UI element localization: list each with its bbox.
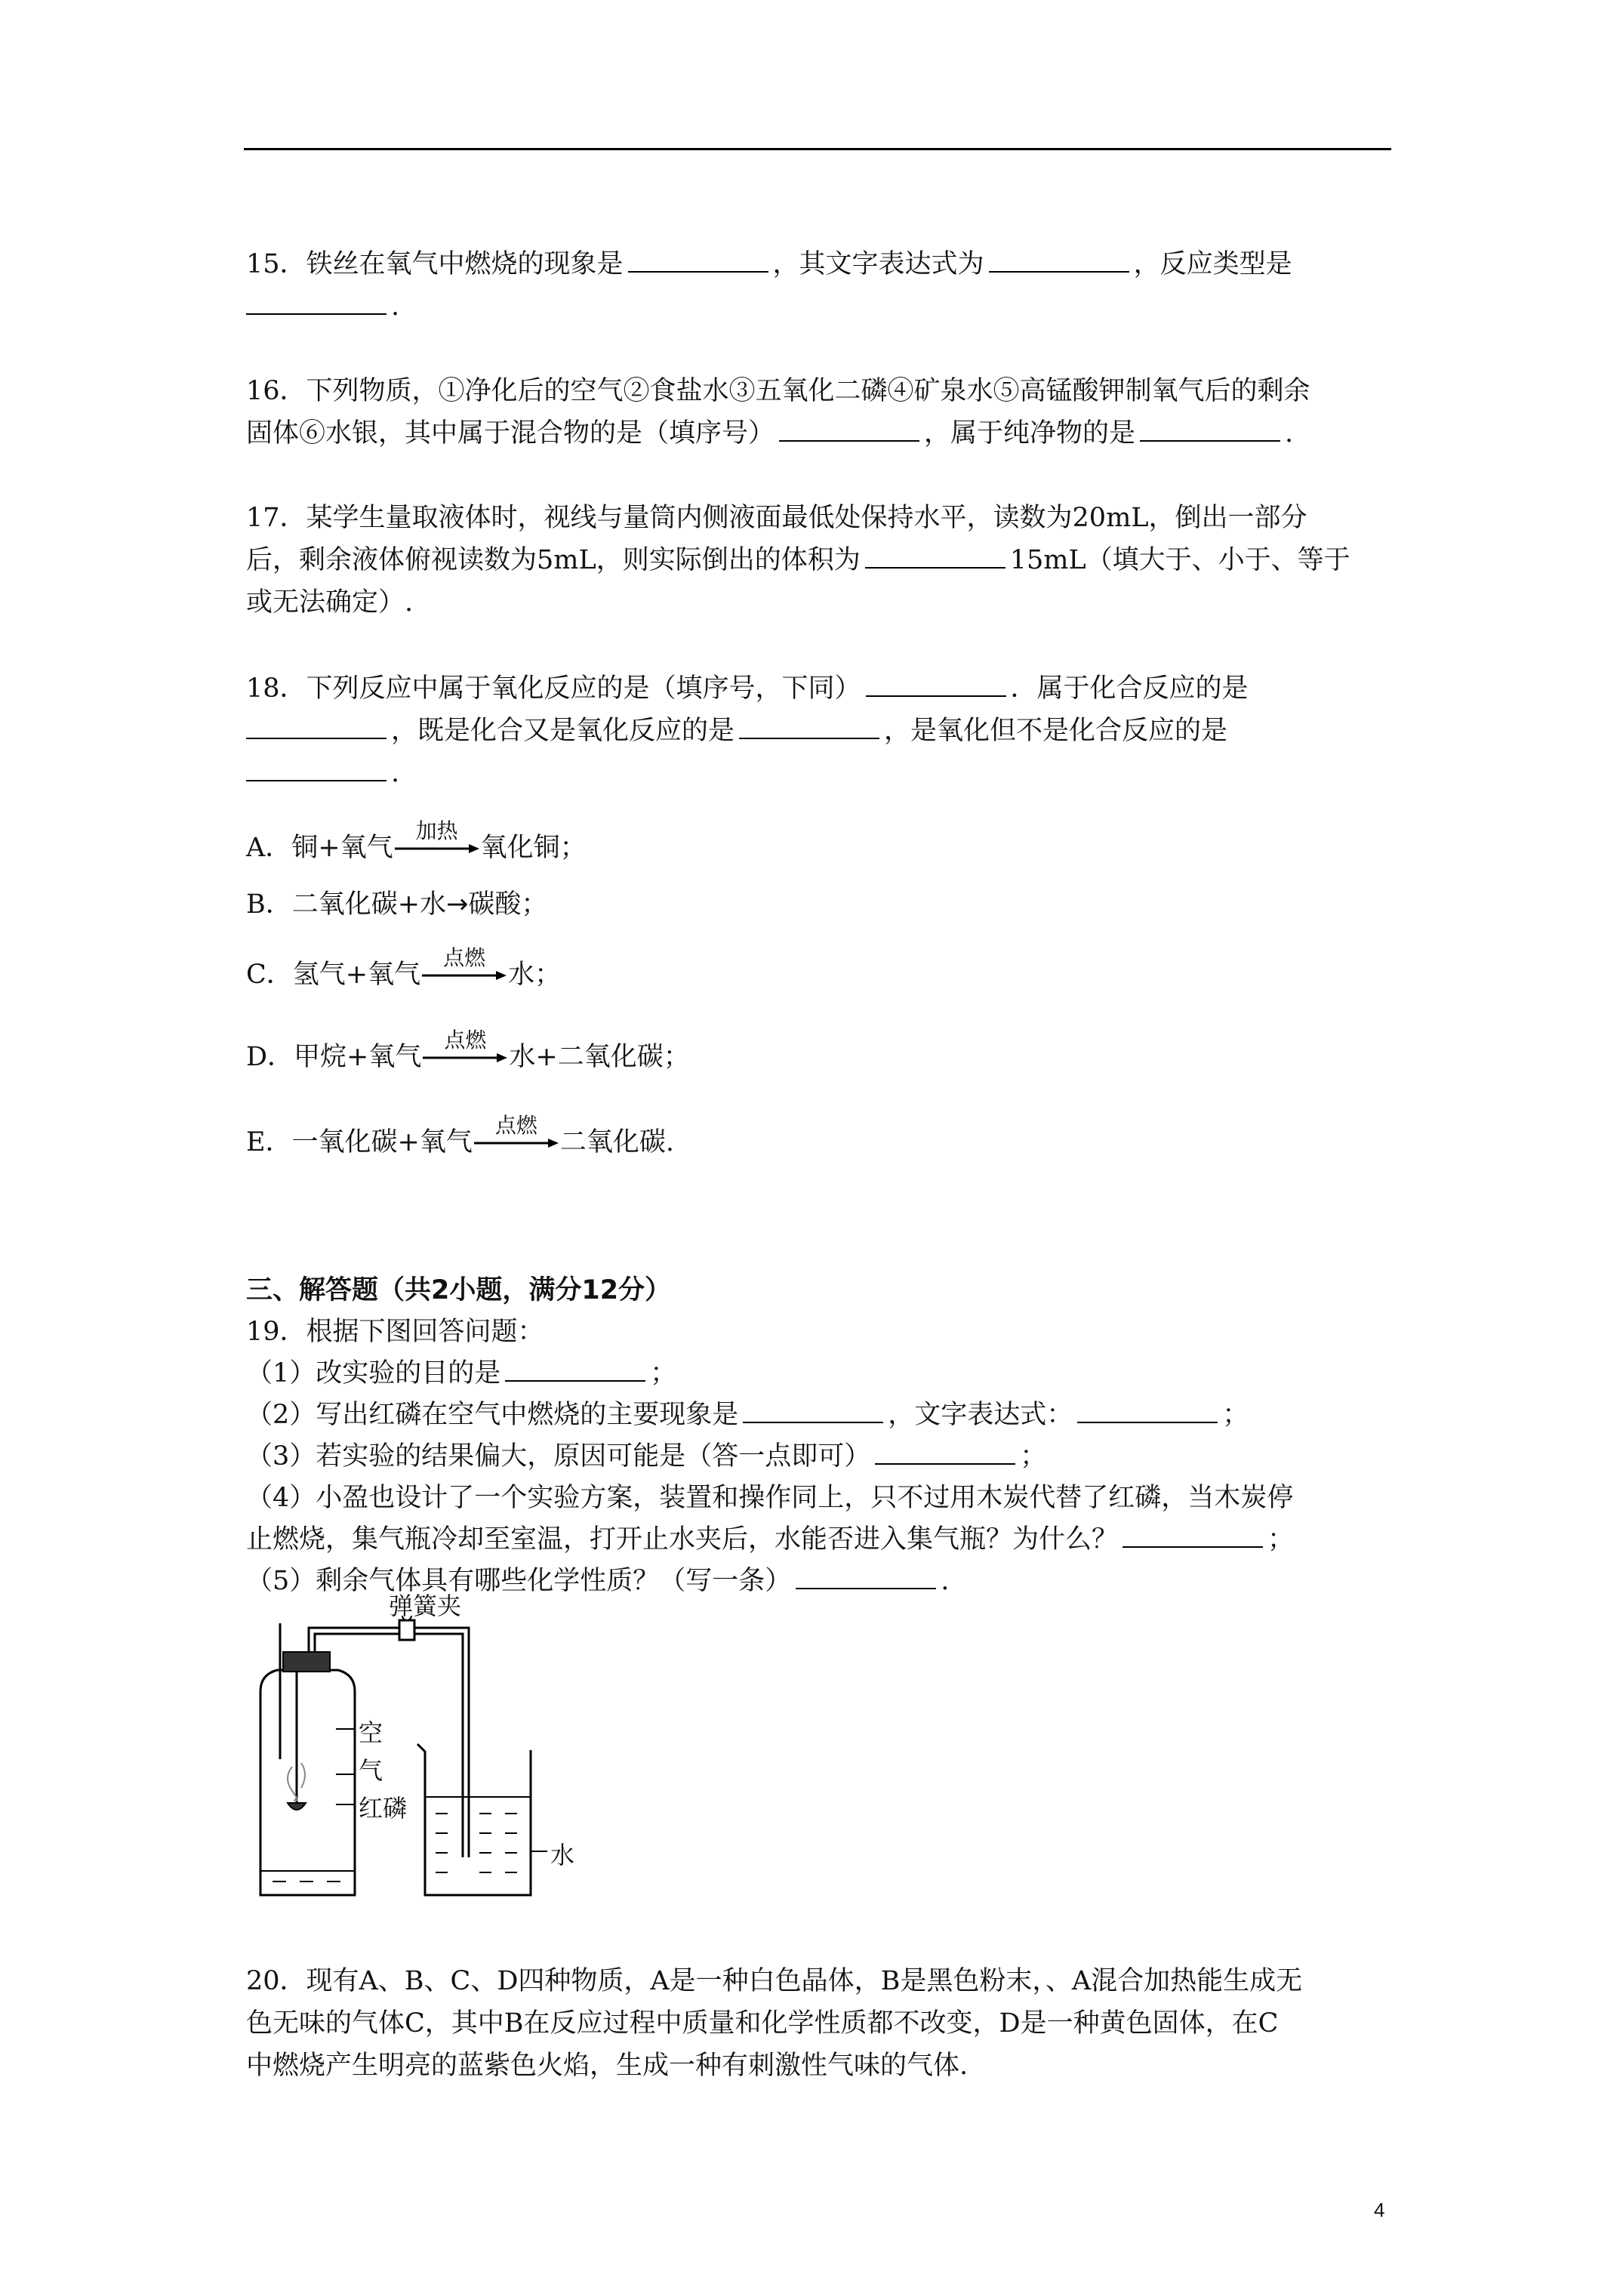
q17-blank-volume[interactable] [865,540,1006,569]
q20-line-2: 色无味的气体C，其中B在反应过程中质量和化学性质都不改变，D是一种黄色固体，在C [246,2008,1279,2039]
question-16 [246,370,1394,455]
q18-text-4: ，是氧化但不是化合反应的是 [884,716,1228,746]
option-e-reactants: E．一氧化碳+氧气 [246,1127,473,1157]
q19-sub3-text: （3）若实验的结果偏大，原因可能是（答一点即可） [246,1441,871,1472]
q19-blank-property[interactable] [796,1561,936,1589]
q20-line-3: 中燃烧产生明亮的蓝紫色火焰，生成一种有刺激性气味的气体. [246,2051,969,2081]
q19-blank-purpose[interactable] [505,1353,645,1382]
q19-sub2-end: ； [1222,1400,1249,1430]
q19-sub5-end: . [941,1566,950,1596]
header-rule [244,148,1391,150]
q18-option-c [246,945,562,995]
label-red-phosphorus: 红磷 [359,1794,408,1823]
q17-text-1: 后，剩余液体俯视读数为5mL，则实际倒出的体积为 [246,545,861,575]
q19-blank-equation[interactable] [1077,1395,1218,1423]
q15-text-2: ，其文字表达式为 [772,249,984,279]
option-c-condition: 点燃 [443,945,486,970]
ignite-arrow-icon [420,945,508,995]
ignite-arrow-icon [421,1027,509,1077]
question-18 [246,667,1394,794]
option-a-reactants: A．铜+氧气 [246,833,393,863]
question-15 [246,243,1394,328]
heating-arrow-icon [393,818,481,868]
q16-blank-pure[interactable] [1140,413,1280,442]
apparatus-diagram [230,1592,608,1910]
q18-option-a [246,818,587,868]
question-17 [246,497,1394,624]
q15-blank-phenomenon[interactable] [628,244,768,273]
option-e-condition: 点燃 [494,1112,537,1138]
q19-sub1-end: ； [650,1358,677,1388]
q18-blank-oxidation-only[interactable] [246,753,387,781]
q19-sub5-text: （5）剩余气体具有哪些化学性质？（写一条） [246,1566,792,1596]
question-19 [246,1270,1394,1602]
q16-text-2: ，属于纯净物的是 [924,418,1136,448]
q19-title: 19．根据下图回答问题： [246,1317,544,1347]
q18-blank-combination[interactable] [246,710,387,739]
q19-sub1-text: （1）改实验的目的是 [246,1358,501,1388]
q18-text-1: 18．下列反应中属于氧化反应的是（填序号，下同） [246,673,861,704]
q17-line-1: 17．某学生量取液体时，视线与量筒内侧液面最低处保持水平，读数为20mL，倒出一部分 [246,503,1307,533]
option-e-products: 二氧化碳. [559,1127,675,1157]
q19-sub2-text: （2）写出红磷在空气中燃烧的主要现象是 [246,1400,739,1430]
q18-text-5: . [391,758,400,788]
q15-text-4: . [391,291,400,322]
q15-blank-equation[interactable] [989,244,1129,273]
option-a-products: 氧化铜； [480,833,587,863]
q15-text-1: 15．铁丝在氧气中燃烧的现象是 [246,249,624,279]
q19-sub2-text-2: ，文字表达式： [888,1400,1073,1430]
option-c-reactants: C．氢气+氧气 [246,960,421,990]
option-b-reactants: B．二氧化碳+水 [246,889,447,920]
q16-text-1: 固体⑥水银，其中属于混合物的是（填序号） [246,418,775,448]
q18-text-2: ．属于化合反应的是 [1010,673,1249,704]
option-b-products: 碳酸； [468,889,548,920]
q16-line-1: 16．下列物质，①净化后的空气②食盐水③五氧化二磷④矿泉水⑤高锰酸钾制氧气后的剩余 [246,376,1310,406]
option-d-products: 水+二氧化碳； [509,1042,690,1072]
section-3-heading: 三、解答题（共2小题，满分12分） [246,1275,672,1305]
label-air-1: 空 [359,1718,383,1747]
label-water: 水 [550,1841,575,1869]
arrow-icon: → [446,889,469,920]
q18-option-e [246,1112,675,1163]
q15-blank-reaction-type[interactable] [246,286,387,315]
q16-blank-mixtures[interactable] [779,413,919,442]
q19-blank-reason[interactable] [875,1436,1015,1465]
q20-line-1: 20．现有A、B、C、D四种物质，A是一种白色晶体，B是黑色粉末，、A混合加热能生成无 [246,1966,1303,1996]
q17-line-3: 或无法确定）. [246,587,414,618]
q17-text-2: 15mL（填大于、小于、等于 [1009,545,1350,575]
q16-text-3: . [1285,418,1294,448]
label-air-2: 气 [359,1756,383,1785]
q18-blank-oxidation[interactable] [866,668,1006,697]
q19-blank-charcoal[interactable] [1123,1519,1263,1548]
ignite-arrow-icon [473,1112,560,1163]
q18-option-d [246,1027,690,1077]
q19-blank-phenomenon[interactable] [743,1395,883,1423]
question-20 [246,1960,1394,2087]
q19-sub4-end: ； [1267,1524,1295,1555]
q19-sub4-text: 止燃烧，集气瓶冷却至室温，打开止水夹后，水能否进入集气瓶？为什么？ [246,1524,1119,1555]
option-a-condition: 加热 [415,818,458,843]
q19-sub3-end: ； [1020,1441,1047,1472]
page-number: 4 [1374,2199,1385,2221]
q19-sub4-line-1: （4）小盈也设计了一个实验方案，装置和操作同上，只不过用木炭代替了红磷，当木炭停 [246,1483,1294,1513]
q18-text-3: ，既是化合又是氧化反应的是 [391,716,735,746]
option-d-reactants: D．甲烷+氧气 [246,1042,422,1072]
q18-blank-both[interactable] [739,710,879,739]
option-c-products: 水； [508,960,562,990]
option-d-condition: 点燃 [444,1027,487,1052]
q18-option-b [246,886,547,923]
q15-text-3: ，反应类型是 [1133,249,1292,279]
label-spring-clamp: 弹簧夹 [389,1592,462,1620]
